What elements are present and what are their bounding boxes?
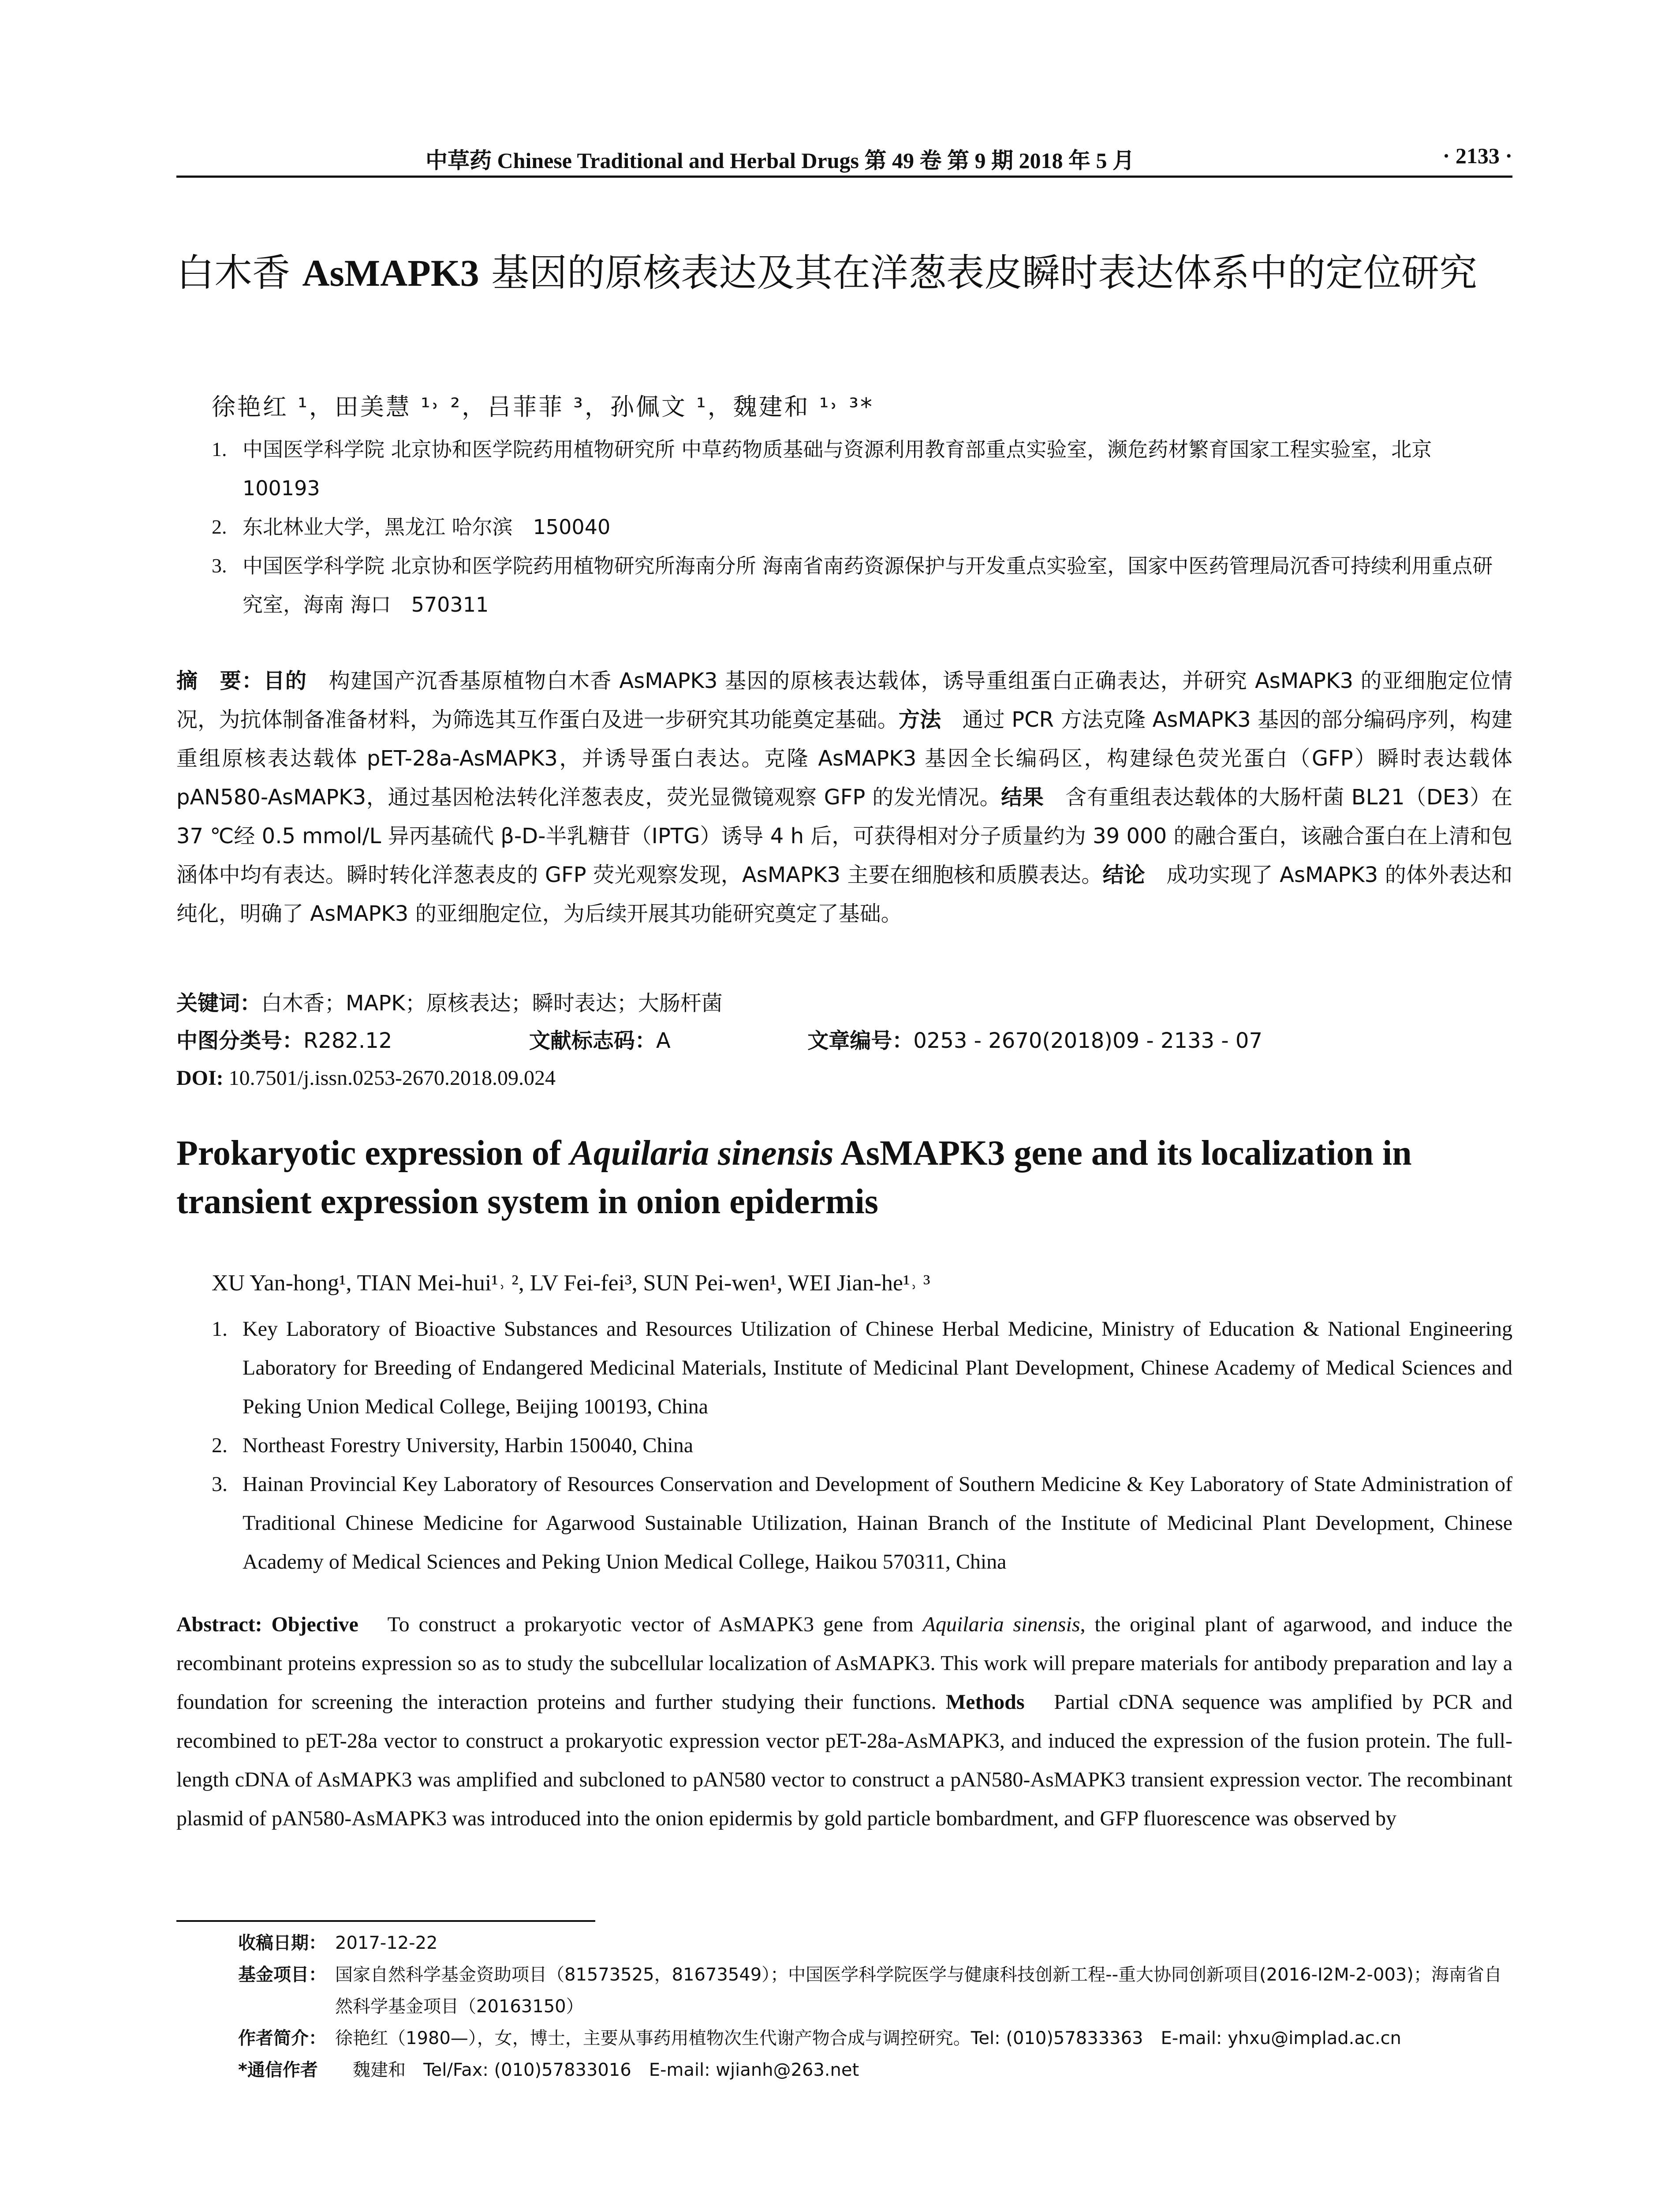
footnote-label: 作者简介： — [238, 2028, 326, 2048]
methods-label-en: Methods — [945, 1690, 1025, 1714]
clc-value: R282.12 — [303, 1028, 392, 1053]
affiliation-number: 3. — [212, 554, 227, 577]
results-label: 结果 — [1001, 785, 1044, 810]
clc-label: 中图分类号： — [176, 1028, 304, 1053]
doi-line — [176, 1061, 556, 1096]
title-english — [176, 1129, 1512, 1226]
title-en-part1: Prokaryotic expression of — [176, 1134, 570, 1173]
header-rule — [176, 176, 1512, 178]
affiliation-text: 东北林业大学，黑龙江 哈尔滨 150040 — [243, 515, 611, 539]
methods-text: 通过 PCR 方法克隆 AsMAPK3 基因的部分编码序列，构建重组原核表达载体 pET-28a-AsMAPK3，并诱导蛋白表达。克隆 AsMAPK3 基因全长编码区，构建绿色荧光蛋白（GFP）瞬时表达载体 pAN580-AsMAPK3，通过基因枪法转化洋葱表皮，荧光显微镜观察 GFP 的发光情况。 — [176, 707, 1512, 810]
classification-line — [176, 1023, 1262, 1058]
abstract-en-label: Abstract: Objective — [176, 1613, 358, 1636]
doi-value: 10.7501/j.issn.0253-2670.2018.09.024 — [223, 1066, 556, 1090]
title-en-species: Aquilaria sinensis — [570, 1134, 834, 1173]
affiliation-number: 3. — [212, 1472, 228, 1496]
article-number-value: 0253 - 2670(2018)09 - 2133 - 07 — [913, 1028, 1263, 1053]
footnote-label: 收稿日期： — [238, 1933, 326, 1953]
authors-english: XU Yan-hong¹, TIAN Mei-hui¹˒ ², LV Fei-fei³, SUN Pei-wen¹, WEI Jian-he¹˒ ³ — [212, 1271, 930, 1296]
footnotes — [238, 1927, 1512, 2086]
results-text: 含有重组表达载体的大肠杆菌 BL21（DE3）在 37 ℃经 0.5 mmol/L 异丙基硫代 β-D-半乳糖苷（IPTG）诱导 4 h 后，可获得相对分子质量约为 39 000 的融合蛋白，该融合蛋白在上清和包涵体中均有表达。瞬时转化洋葱表皮的 GFP 荧光观察发现，AsMAPK3 主要在细胞核和质膜表达。 — [176, 785, 1512, 887]
species-name: Aquilaria sinensis — [922, 1613, 1080, 1636]
footnote-corresponding — [238, 2054, 1512, 2086]
abstract-english — [176, 1605, 1512, 1838]
footnote-text: 国家自然科学基金资助项目（81573525，81673549）；中国医学科学院医学与健康科技创新工程--重大协同创新项目(2016-I2M-2-003)；海南省自然科学基金项目（20163150） — [335, 1965, 1502, 2017]
keywords-label: 关键词： — [176, 991, 261, 1016]
methods-text-en: Partial cDNA sequence was amplified by PCR and recombined to pET-28a vector to construct a prokaryotic expression vector pET-28a-AsMAPK3, and induced the expression of the fusion protein. The full-length cDNA of AsMAPK3 was amplified and subcloned to pAN580 vector to construct a pAN580-AsMAPK3 transient expression vector. The recombinant plasmid of pAN580-AsMAPK3 was introduced into the onion epidermis by gold particle bombardment, and GFP fluorescence was observed by — [176, 1690, 1512, 1830]
conclusion-text: 成功实现了 AsMAPK3 的体外表达和纯化，明确了 AsMAPK3 的亚细胞定位，为后续开展其功能研究奠定了基础。 — [176, 863, 1512, 926]
affiliation-item — [212, 508, 1512, 546]
footnote-author-bio — [238, 2022, 1512, 2054]
journal-name: 中草药 Chinese Traditional and Herbal Drugs 第 49 卷 第 9 期 2018 年 5 月 — [426, 148, 1135, 173]
title-en-part2: AsMAPK3 gene and its localization in transient expression system in onion epidermis — [176, 1134, 1412, 1221]
affiliation-text: 中国医学科学院 北京协和医学院药用植物研究所海南分所 海南省南药资源保护与开发重点实验室，国家中医药管理局沉香可持续利用重点研究室，海南 海口 570311 — [243, 554, 1493, 617]
footnote-text: 徐艳红（1980—），女，博士，主要从事药用植物次生代谢产物合成与调控研究。Tel: (010)57833363 E-mail: yhxu@implad.ac.cn — [335, 2028, 1401, 2048]
keywords-text: 白木香；MAPK；原核表达；瞬时表达；大肠杆菌 — [261, 991, 723, 1016]
objective-text-a: To construct a prokaryotic vector of AsMAPK3 gene from — [358, 1613, 923, 1636]
affiliations-chinese — [212, 430, 1512, 624]
authors-chinese: 徐艳红 ¹，田美慧 ¹˒ ²，吕菲菲 ³，孙佩文 ¹，魏建和 ¹˒ ³* — [212, 393, 874, 421]
affiliation-text: Northeast Forestry University, Harbin 150040, China — [243, 1434, 694, 1457]
title-cn-part1: 白木香 — [176, 251, 302, 295]
affiliation-item — [212, 430, 1512, 508]
affiliation-number: 2. — [212, 1434, 228, 1457]
keywords-line — [176, 986, 723, 1021]
footnote-rule — [176, 1920, 595, 1922]
objective-text-b: , the original plant of agarwood, and induce the recombinant proteins expression so as to study the subcellular localization of AsMAPK3. This work will prepare materials for antibody preparation and lay a foundation for screening the interaction proteins and further studying their functions. — [176, 1613, 1512, 1714]
affiliation-item — [212, 1426, 1512, 1465]
affiliation-number: 1. — [212, 438, 227, 460]
objective-text: 构建国产沉香基原植物白木香 AsMAPK3 基因的原核表达载体，诱导重组蛋白正确表达，并研究 AsMAPK3 的亚细胞定位情况，为抗体制备准备材料，为筛选其互作蛋白及进一步研究其功能奠定基础。 — [176, 669, 1512, 732]
footnote-text: 魏建和 Tel/Fax: (010)57833016 E-mail: wjianh@263.net — [335, 2060, 859, 2080]
title-cn-part2: 基因的原核表达及其在洋葱表皮瞬时表达体系中的定位研究 — [479, 251, 1477, 295]
affiliation-text: 中国医学科学院 北京协和医学院药用植物研究所 中草药物质基础与资源利用教育部重点实验室，濒危药材繁育国家工程实验室，北京 100193 — [243, 437, 1452, 500]
affiliation-item — [212, 1310, 1512, 1426]
page-number: · 2133 · — [1442, 143, 1512, 168]
affiliation-text: Key Laboratory of Bioactive Substances and Resources Utilization of Chinese Herbal Medicine, Ministry of Education & National Engineering Laboratory for Breeding of Endangered Medicinal Materials, Institute of Medicinal Plant Development, Chinese Academy of Medical Sciences and Peking Union Medical College, Beijing 100193, China — [243, 1317, 1512, 1418]
affiliations-english — [212, 1310, 1512, 1581]
footnote-funding — [238, 1959, 1512, 2022]
running-header — [176, 140, 1512, 176]
conclusion-label: 结论 — [1102, 863, 1146, 887]
footnote-label: 基金项目： — [238, 1965, 326, 1985]
doc-code-label: 文献标志码： — [529, 1028, 656, 1053]
footnote-label: *通信作者 — [238, 2060, 318, 2080]
footnote-text: 2017-12-22 — [335, 1933, 438, 1953]
affiliation-number: 1. — [212, 1317, 228, 1341]
abstract-cn-label: 摘 要： — [176, 669, 264, 693]
doc-code-value: A — [656, 1028, 671, 1053]
methods-label: 方法 — [898, 707, 941, 732]
abstract-chinese — [176, 662, 1512, 933]
footnote-received — [238, 1927, 1512, 1959]
title-cn-gene: AsMAPK3 — [302, 252, 479, 294]
affiliation-item — [212, 1465, 1512, 1581]
affiliation-number: 2. — [212, 516, 227, 538]
article-number-label: 文章编号： — [807, 1028, 914, 1053]
doi-label: DOI: — [176, 1066, 224, 1090]
objective-label: 目的 — [263, 669, 307, 693]
affiliation-item — [212, 546, 1512, 624]
affiliation-text: Hainan Provincial Key Laboratory of Resources Conservation and Development of Southern Medicine & Key Laboratory of State Administration of Traditional Chinese Medicine for Agarwood Sustainable Utilization, Hainan Branch of the Institute of Medicinal Plant Development, Chinese Academy of Medical Sciences and Peking Union Medical College, Haikou 570311, China — [243, 1472, 1512, 1573]
title-chinese — [176, 247, 1512, 299]
